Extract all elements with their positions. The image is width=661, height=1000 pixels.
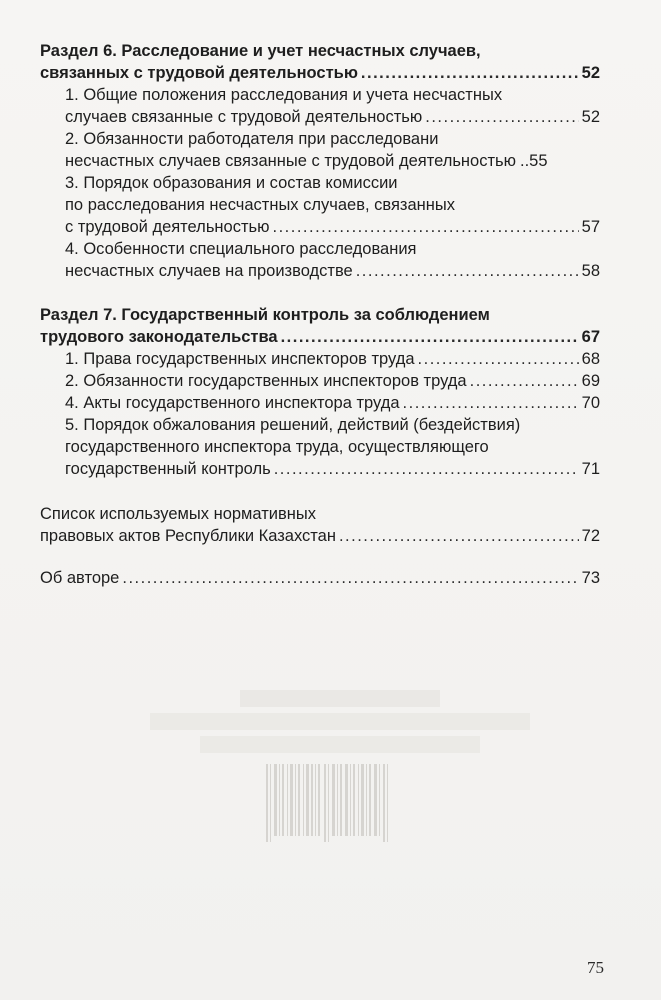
dot-leader [361, 62, 579, 84]
toc-item-line: 1. Общие положения расследования и учета несчастных [65, 86, 503, 104]
toc-item [40, 238, 600, 282]
toc-item-line: 3. Порядок образования и состав комиссии [65, 174, 398, 192]
toc-item-entry [65, 216, 600, 238]
toc-item-entry [65, 106, 600, 128]
toc-item-line: 2. Обязанности работодателя при расследовани [65, 130, 439, 148]
toc-sources [40, 503, 600, 547]
toc-item-entry [65, 150, 600, 172]
toc-item-page: 70 [581, 394, 600, 412]
toc-item-line: 2. Обязанности государственных инспекторов труда [65, 372, 467, 390]
page-number: 75 [587, 958, 604, 977]
dot-leader [122, 567, 578, 589]
toc-item-line: случаев связанные с трудовой деятельностью [65, 108, 423, 126]
dot-leader [403, 392, 579, 414]
toc-item [40, 172, 600, 238]
toc-section-6-page: 52 [581, 64, 600, 82]
dot-leader [418, 348, 579, 370]
toc-sources-entry [40, 525, 600, 547]
toc-item-line: 4. Особенности специального расследования [65, 240, 417, 258]
toc-item-line: государственный контроль [65, 460, 271, 478]
toc-section-7-title-line1: Раздел 7. Государственный контроль за соблюдением [40, 306, 490, 324]
toc-item-line: несчастных случаев на производстве [65, 262, 353, 280]
toc-item-line: 5. Порядок обжалования решений, действий (бездействия) [65, 416, 521, 434]
toc-section-7-title-line2: трудового законодательства [40, 328, 278, 346]
toc-section-6 [40, 40, 600, 282]
toc-item [40, 370, 600, 392]
toc-section-7-page: 67 [581, 328, 600, 346]
toc-item-page: ..55 [520, 152, 548, 170]
toc-item-entry [65, 260, 600, 282]
toc-author-entry [40, 567, 600, 589]
toc-item [40, 128, 600, 172]
toc-author-title: Об авторе [40, 569, 120, 587]
dot-leader [425, 106, 578, 128]
toc-item-entry [65, 348, 600, 370]
dot-leader [272, 216, 578, 238]
toc-item-line: несчастных случаев связанные с трудовой деятельностью [65, 152, 516, 170]
toc-item-line: 4. Акты государственного инспектора труда [65, 394, 400, 412]
barcode-show-through [262, 764, 397, 854]
toc-author-page: 73 [581, 569, 600, 587]
toc-item-page: 68 [581, 350, 600, 368]
toc-section-6-title-line1: Раздел 6. Расследование и учет несчастных случаев, [40, 42, 481, 60]
dot-leader [339, 525, 579, 547]
toc-item-page: 52 [581, 108, 600, 126]
dot-leader [274, 458, 579, 480]
toc-item-line: с трудовой деятельностью [65, 218, 270, 236]
table-of-contents [40, 40, 600, 589]
toc-item-page: 58 [581, 262, 600, 280]
toc-item-line: государственного инспектора труда, осуществляющего [65, 438, 489, 456]
toc-item-line: 1. Права государственных инспекторов труда [65, 350, 415, 368]
toc-item-page: 57 [581, 218, 600, 236]
show-through-imprint [90, 690, 590, 753]
toc-section-6-entry [40, 62, 600, 84]
dot-leader [470, 370, 579, 392]
toc-item-page: 69 [581, 372, 600, 390]
toc-item [40, 414, 600, 480]
toc-section-6-title-line2: связанных с трудовой деятельностью [40, 64, 358, 82]
toc-item-entry [65, 392, 600, 414]
toc-item [40, 348, 600, 370]
toc-item-entry [65, 370, 600, 392]
toc-sources-line2: правовых актов Республики Казахстан [40, 527, 336, 545]
toc-author [40, 567, 600, 589]
dot-leader [356, 260, 579, 282]
toc-item [40, 392, 600, 414]
toc-sources-line1: Список используемых нормативных [40, 505, 316, 523]
toc-section-7 [40, 304, 600, 480]
toc-item-line: по расследования несчастных случаев, связанных [65, 196, 455, 214]
dot-leader [281, 326, 579, 348]
toc-item-entry [65, 458, 600, 480]
toc-item-page: 71 [581, 460, 600, 478]
toc-sources-page: 72 [581, 527, 600, 545]
toc-item [40, 84, 600, 128]
toc-section-7-entry [40, 326, 600, 348]
